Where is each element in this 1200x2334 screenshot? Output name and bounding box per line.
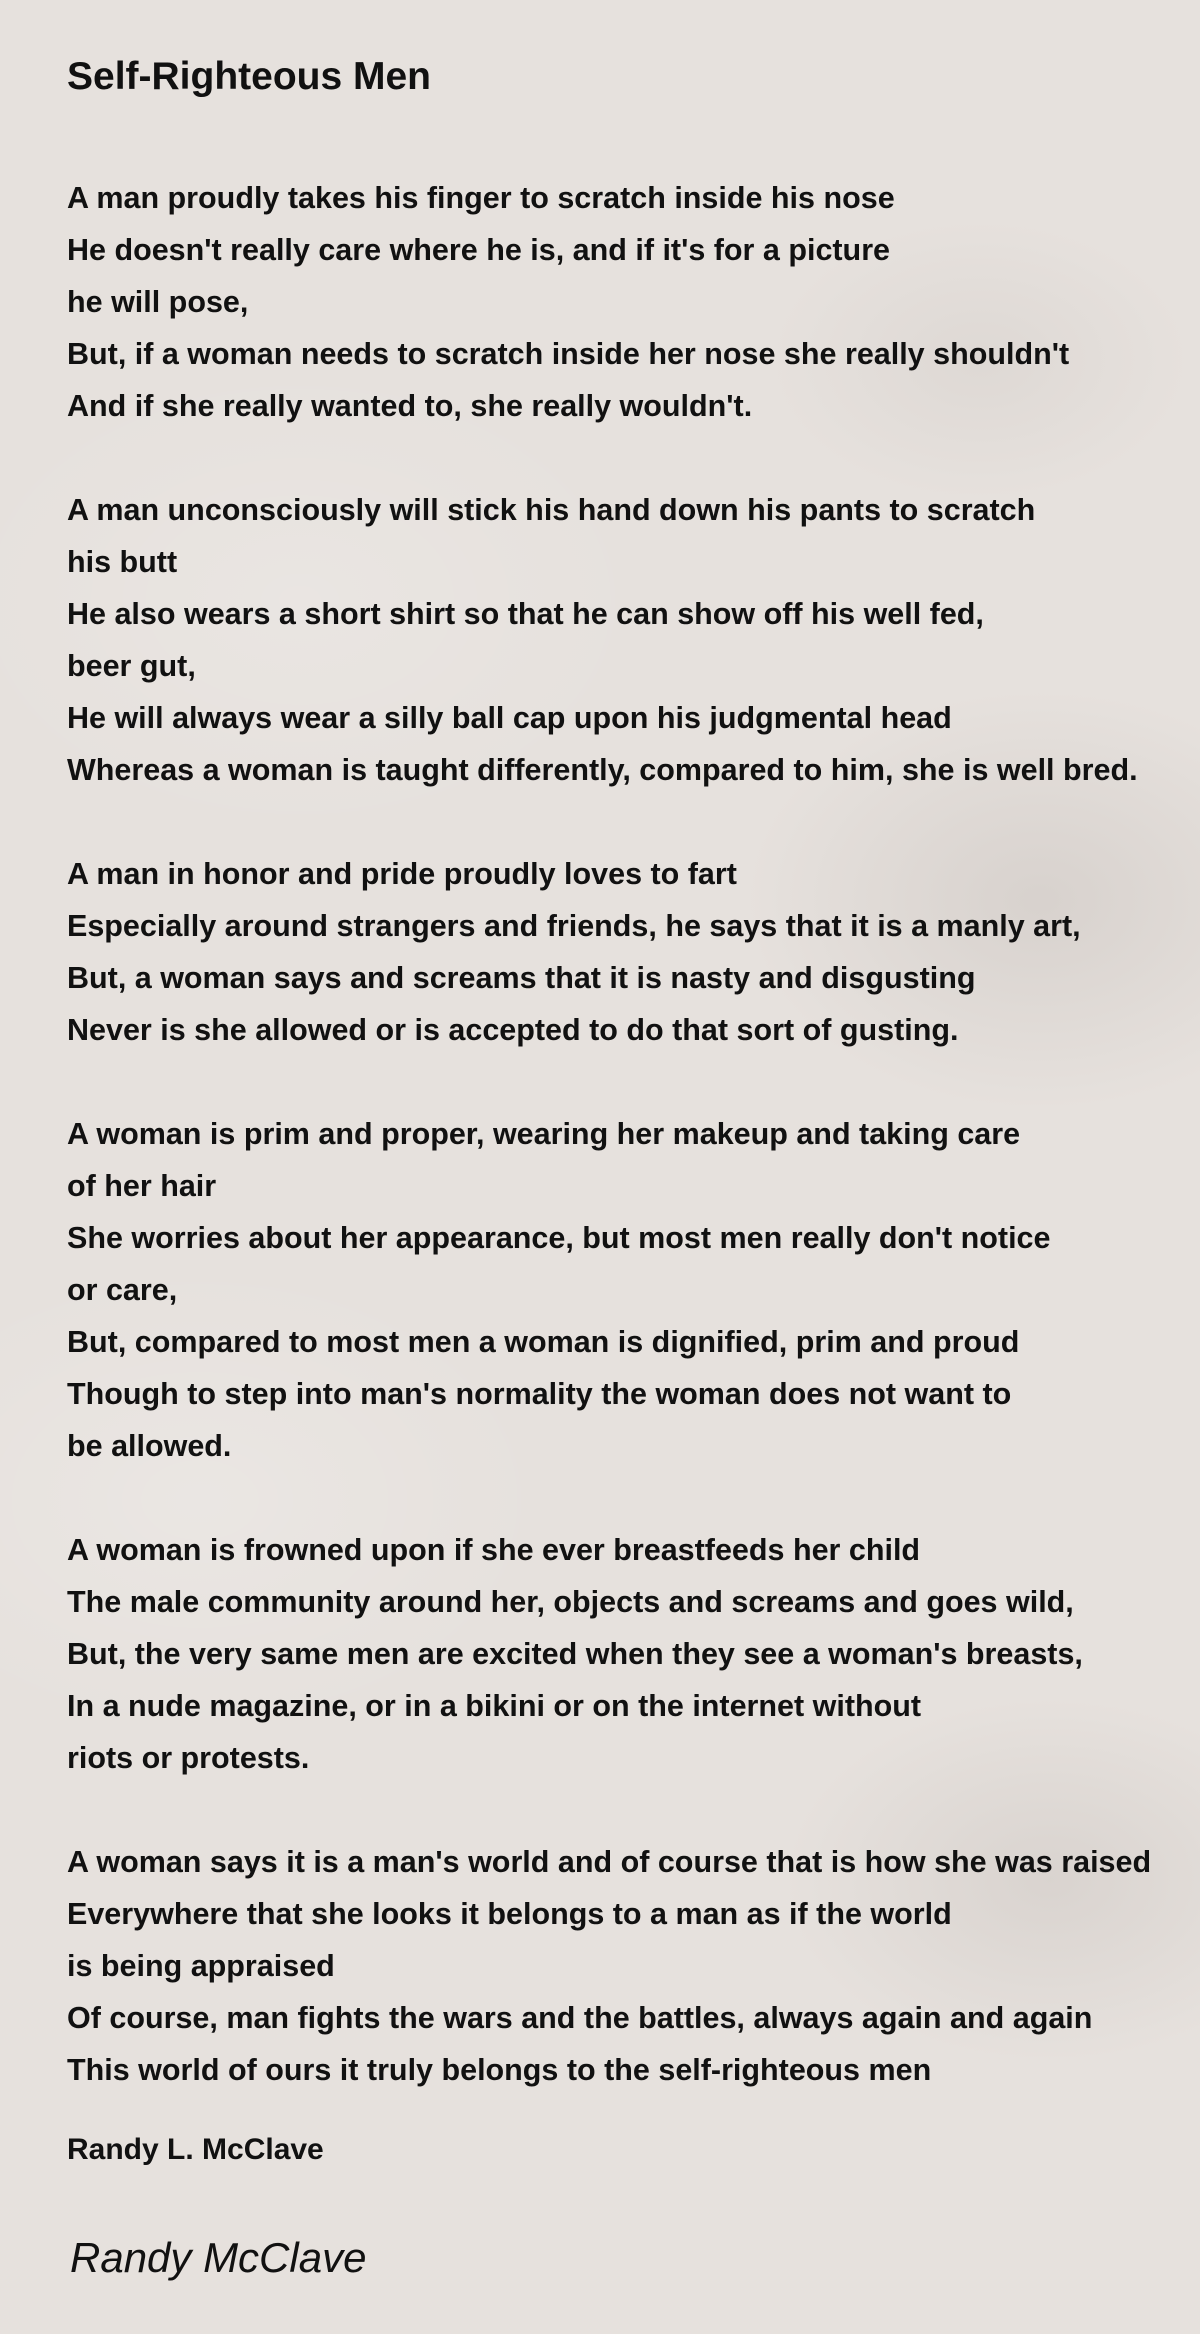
poem-line: of her hair xyxy=(67,1169,217,1203)
poem-line: This world of ours it truly belongs to the self-righteous men xyxy=(67,2053,932,2087)
poem-page xyxy=(67,52,1200,2122)
poem-line: A woman says it is a man's world and of course that is how she was raised xyxy=(67,1845,1152,1879)
poem-stanza xyxy=(67,493,1200,822)
poem-line: Of course, man fights the wars and the battles, always again and again xyxy=(67,2001,1093,2035)
poem-line: or care, xyxy=(67,1273,178,1307)
poem-line: his butt xyxy=(67,545,178,579)
poem-line: Especially around strangers and friends, he says that it is a manly art, xyxy=(67,909,1081,943)
poem-line: is being appraised xyxy=(67,1949,335,1983)
poem-line: She worries about her appearance, but most men really don't notice xyxy=(67,1221,1051,1255)
poem-line: A woman is frowned upon if she ever breastfeeds her child xyxy=(67,1533,921,1567)
poem-line: He will always wear a silly ball cap upon his judgmental head xyxy=(67,701,952,735)
author-signature: Randy McClave xyxy=(70,2234,367,2281)
poem-line: A man in honor and pride proudly loves to fart xyxy=(67,857,737,891)
poem-stanza xyxy=(67,181,1200,458)
poem-body xyxy=(67,181,1200,2122)
poem-stanza xyxy=(67,1533,1200,1810)
poem-line: In a nude magazine, or in a bikini or on the internet without xyxy=(67,1689,922,1723)
poem-line: He also wears a short shirt so that he can show off his well fed, xyxy=(67,597,984,631)
poem-line: riots or protests. xyxy=(67,1741,310,1775)
poem-line: The male community around her, objects and screams and goes wild, xyxy=(67,1585,1074,1619)
poem-line: But, a woman says and screams that it is nasty and disgusting xyxy=(67,961,976,995)
poem-line: But, the very same men are excited when they see a woman's breasts, xyxy=(67,1637,1083,1671)
poem-line: A man unconsciously will stick his hand down his pants to scratch xyxy=(67,493,1036,527)
poem-line: He doesn't really care where he is, and if it's for a picture xyxy=(67,233,891,267)
poem-line: Never is she allowed or is accepted to do that sort of gusting. xyxy=(67,1013,959,1047)
poem-stanza xyxy=(67,1117,1200,1498)
poem-signature-line: Randy L. McClave xyxy=(67,2133,324,2166)
poem-line: Everywhere that she looks it belongs to a man as if the world xyxy=(67,1897,952,1931)
poem-line: be allowed. xyxy=(67,1429,232,1463)
poem-line: A man proudly takes his finger to scratch inside his nose xyxy=(67,181,895,215)
poem-line: he will pose, xyxy=(67,285,249,319)
poem-line: But, if a woman needs to scratch inside her nose she really shouldn't xyxy=(67,337,1070,371)
poem-line: And if she really wanted to, she really wouldn't. xyxy=(67,389,753,423)
poem-line: beer gut, xyxy=(67,649,196,683)
poem-stanza xyxy=(67,1845,1200,2122)
poem-line: A woman is prim and proper, wearing her makeup and taking care xyxy=(67,1117,1021,1151)
poem-title: Self-Righteous Men xyxy=(67,55,432,98)
poem-line: But, compared to most men a woman is dignified, prim and proud xyxy=(67,1325,1020,1359)
poem-line: Though to step into man's normality the woman does not want to xyxy=(67,1377,1012,1411)
poem-line: Whereas a woman is taught differently, compared to him, she is well bred. xyxy=(67,753,1138,787)
poem-stanza xyxy=(67,857,1200,1082)
